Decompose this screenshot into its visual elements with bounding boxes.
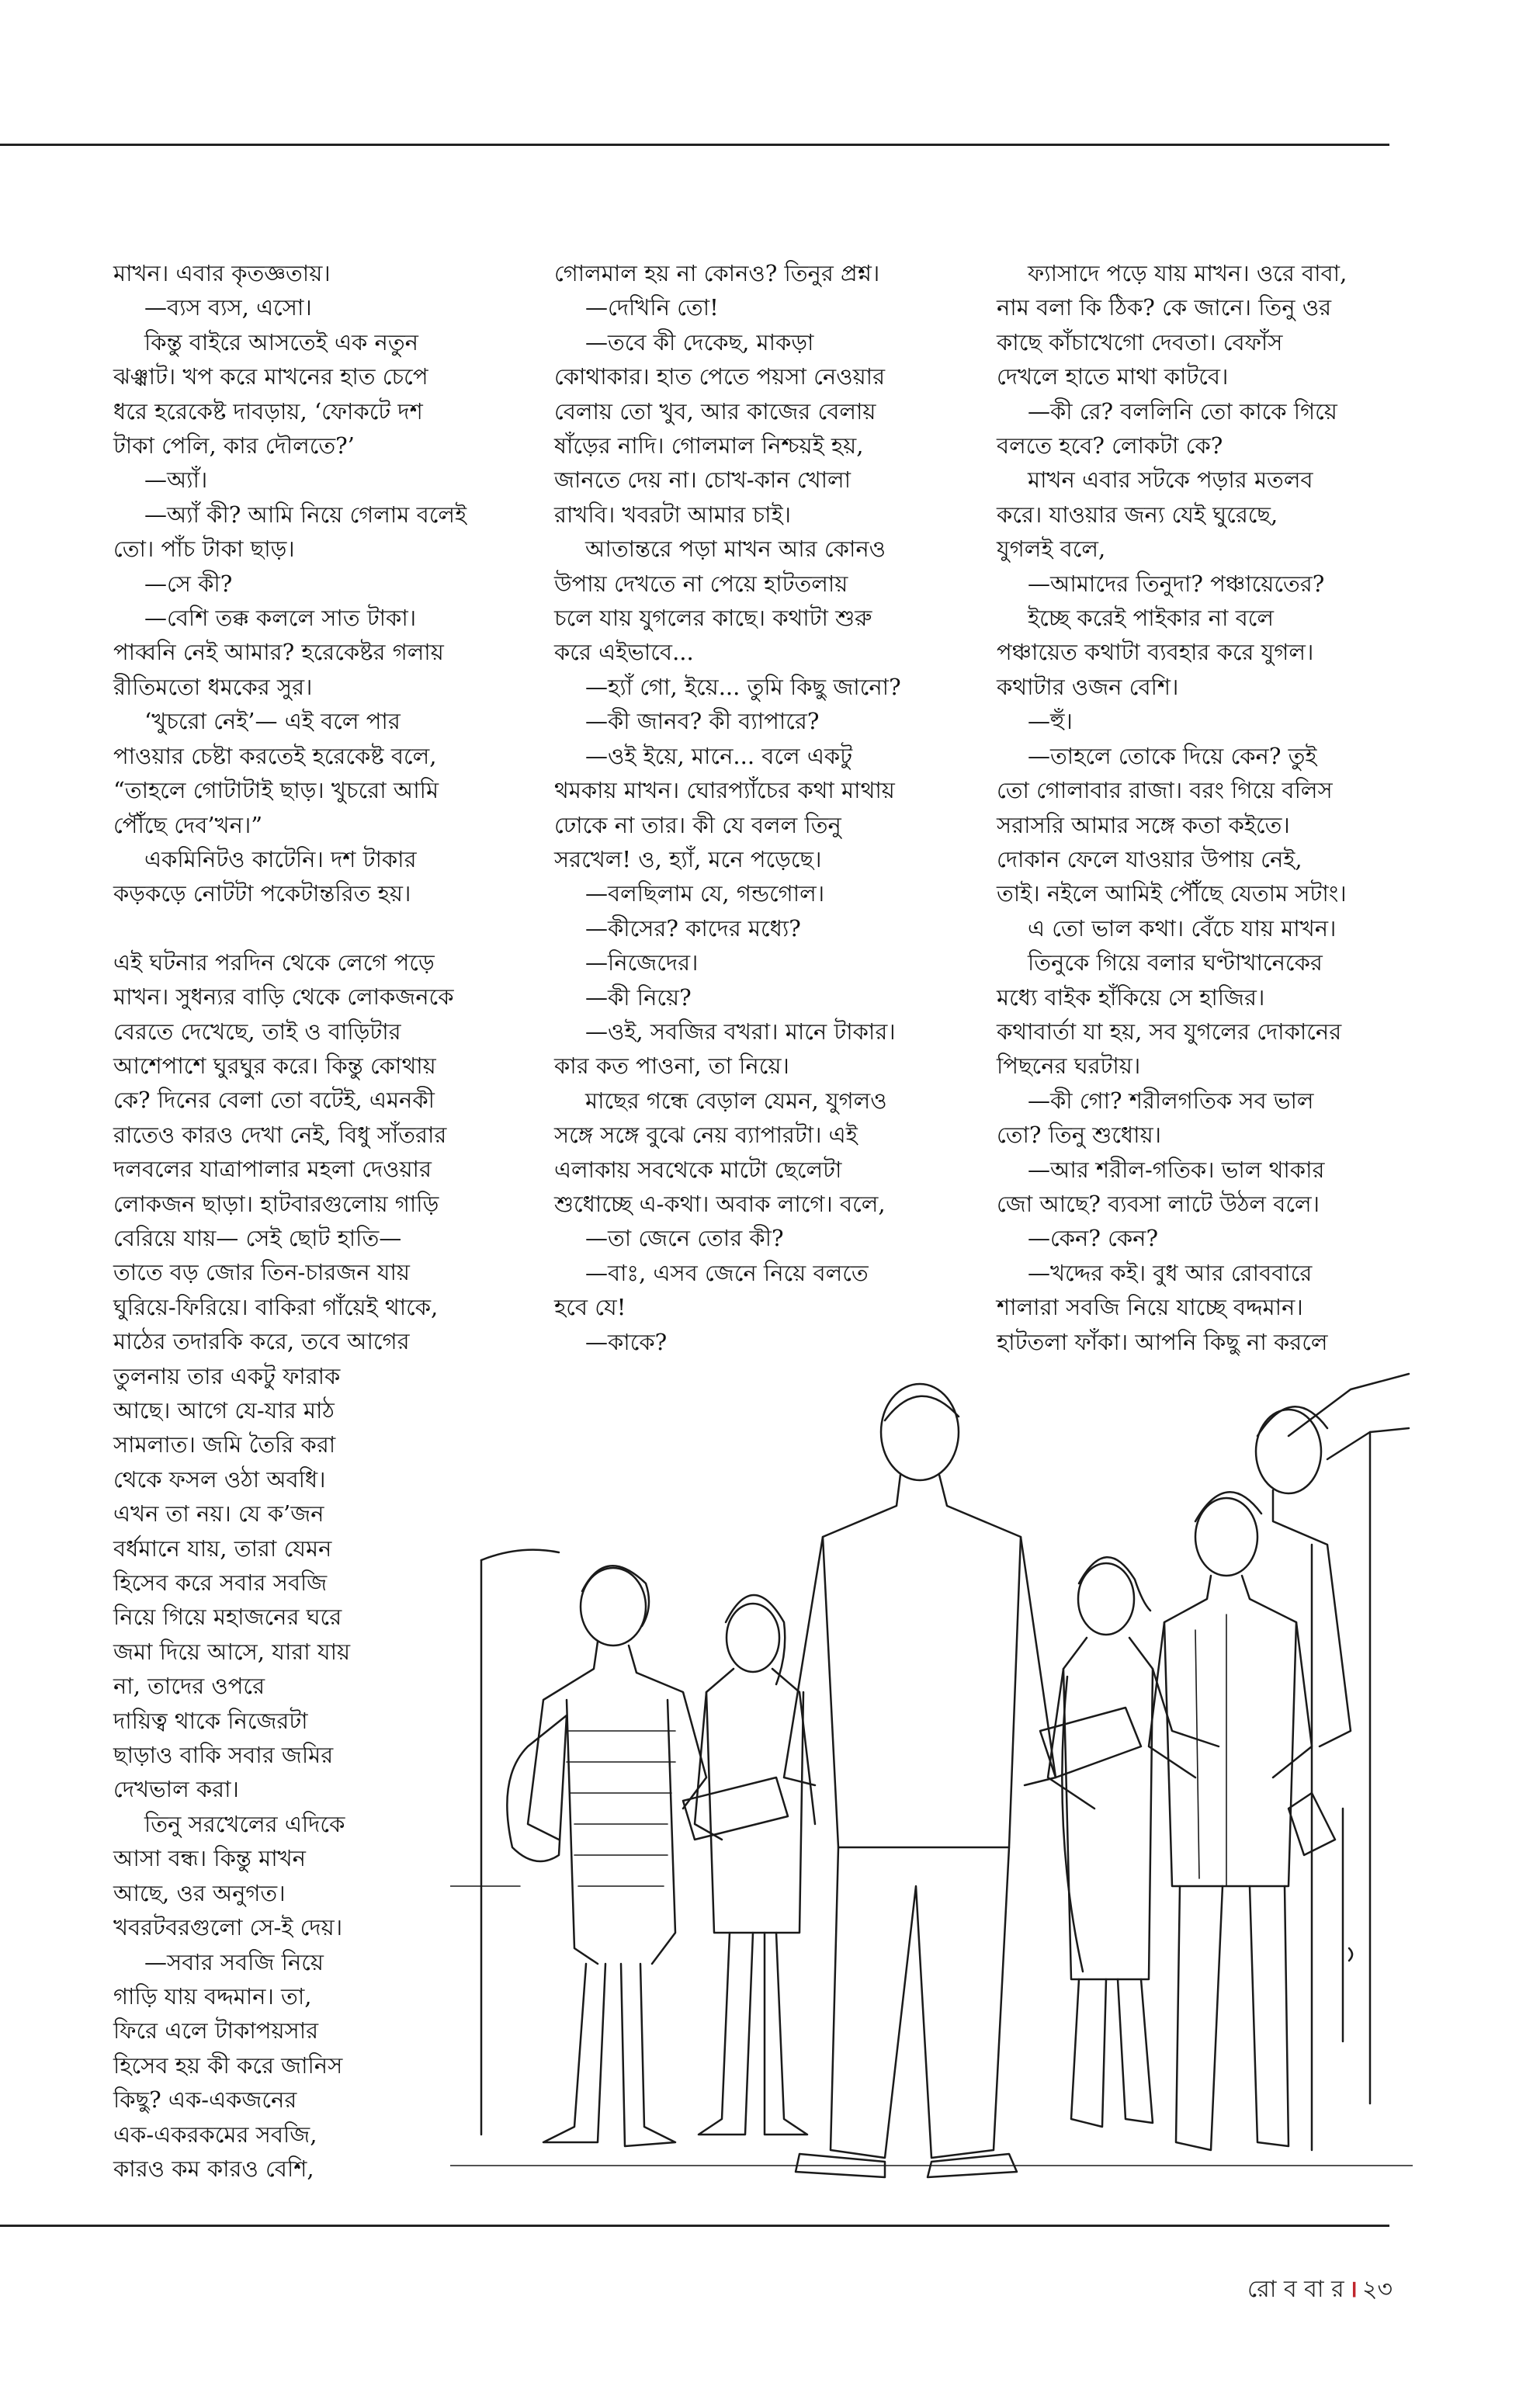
text-line: —দেখিনি তো! [585,294,719,321]
text-line: ঢোকে না তার। কী যে বলল তিনু [554,811,841,838]
text-line: পিছনের ঘরটায়। [997,1053,1141,1080]
text-line: —নিজেদের। [585,949,699,976]
text-line: শুধোচ্ছে এ-কথা। অবাক লাগে। বলে, [554,1190,886,1217]
text-line: শালারা সবজি নিয়ে যাচ্ছে বদ্দমান। [997,1294,1303,1321]
text-line: —আর শরীল-গতিক। ভাল থাকার [1028,1156,1325,1183]
text-line: টাকা পেলি, কার দৌলতে?’ [113,432,355,460]
top-rule [0,144,1389,146]
text-line: করে। যাওয়ার জন্য যেই ঘুরেছে, [997,501,1278,528]
text-line: দেখভাল করা। [113,1776,239,1803]
text-line: করে এইভাবে... [554,639,694,666]
text-line: কোথাকার। হাত পেতে পয়সা নেওয়ার [554,363,886,390]
text-line: —বাঃ, এসব জেনে নিয়ে বলতে [585,1259,869,1286]
text-line: —খদ্দের কই। বুধ আর রোববারে [1028,1259,1313,1286]
text-line: বলতে হবে? লোকটা কে? [997,432,1223,460]
text-line: —কেন? কেন? [1028,1225,1159,1252]
text-line: —হ্যাঁ গো, ইয়ে... তুমি কিছু জানো? [585,673,901,700]
text-line: তো গোলাবার রাজা। বরং গিয়ে বলিস [997,777,1333,804]
text-line: কিন্তু বাইরে আসতেই এক নতুন [144,328,418,355]
text-line: না, তাদের ওপরে [113,1673,265,1700]
text-line: মাঠের তদারকি করে, তবে আগের [113,1328,410,1355]
text-line: —তা জেনে তোর কী? [585,1225,784,1252]
text-line: ‘খুচরো নেই’— এই বলে পার [144,708,401,735]
text-line: বেরতে দেখেছে, তাই ও বাড়িটার [113,1018,401,1045]
text-line: কারও কম কারও বেশি, [113,2155,314,2182]
text-line: মাখন। সুধন্যর বাড়ি থেকে লোকজনকে [113,983,454,1011]
text-line: ফিরে এলে টাকাপয়সার [113,2017,319,2044]
text-line: —ব্যস ব্যস, এসো। [144,294,312,321]
text-line: তো? তিনু শুধোয়। [997,1122,1162,1149]
text-line: মাছের গন্ধে বেড়াল যেমন, যুগলও [585,1087,887,1114]
text-line: উপায় দেখতে না পেয়ে হাটতলায় [554,570,848,597]
text-line: গাড়ি যায় বদ্দমান। তা, [113,1982,312,2010]
bottom-rule [0,2225,1389,2227]
text-line: ফ্যাসাদে পড়ে যায় মাখন। ওরে বাবা, [1028,260,1348,286]
text-line: খবরটবরগুলো সে-ই দেয়। [113,1914,343,1941]
article-column-3 [997,256,1416,1359]
text-line: তুলনায় তার একটু ফারাক [113,1362,341,1389]
text-line: সরাসরি আমার সঙ্গে কতা কইতে। [997,811,1290,838]
text-line: বর্ধমানে যায়, তারা যেমন [113,1535,332,1562]
text-line: রীতিমতো ধমকের সুর। [113,673,313,700]
text-line: তো। পাঁচ টাকা ছাড়। [113,536,295,563]
text-line: পৌঁছে দেব’খন।” [113,811,263,838]
text-line [113,911,517,945]
text-line: —ওই ইয়ে, মানে... বলে একটু [585,742,853,769]
text-line: হাটতলা ফাঁকা। আপনি কিছু না করলে [997,1328,1328,1355]
text-line: —সে কী? [144,570,233,597]
text-line: এক-একরকমের সবজি, [113,2121,317,2148]
text-line: তিনুকে গিয়ে বলার ঘণ্টাখানেকের [1028,949,1323,976]
text-line: পঞ্চায়েত কথাটা ব্যবহার করে যুগল। [997,639,1314,666]
text-line: ধরে হরেকেষ্ট দাবড়ায়, ‘ফোকটে দশ [113,397,423,425]
text-line: —ওই, সবজির বখরা। মানে টাকার। [585,1018,896,1045]
figure-man-back [784,1384,1056,2177]
text-line: —আমাদের তিনুদা? পঞ্চায়েতের? [1028,570,1325,597]
text-line: আছে, ওর অনুগত। [113,1879,286,1906]
text-line: তাতে বড় জোর তিন-চারজন যায় [113,1259,411,1286]
text-line: সরখেল! ও, হ্যাঁ, মনে পড়েছে। [554,845,822,872]
text-line: ঝঞ্ঝাট। খপ করে মাখনের হাত চেপে [113,363,428,390]
text-line: কার কত পাওনা, তা নিয়ে। [554,1053,789,1080]
text-line: রাখবি। খবরটা আমার চাই। [554,501,792,528]
text-line: —কী নিয়ে? [585,983,692,1011]
text-line: সামলাত। জমি তৈরি করা [113,1431,336,1458]
text-line: দলবলের যাত্রাপালার মহলা দেওয়ার [113,1156,432,1183]
text-line: আতান্তরে পড়া মাখন আর কোনও [585,536,886,563]
text-line: কিছু? এক-একজনের [113,2086,297,2114]
text-line: আছে। আগে যে-যার মাঠ [113,1397,335,1424]
text-line: আসা বন্ধ। কিন্তু মাখন [113,1845,306,1872]
text-line: চলে যায় যুগলের কাছে। কথাটা শুরু [554,605,872,632]
text-line: এ তো ভাল কথা। বেঁচে যায় মাখন। [1028,914,1337,942]
text-line: —কাকে? [585,1328,668,1355]
text-line: —বেশি তক্ক কললে সাত টাকা। [144,605,417,632]
text-line: এই ঘটনার পরদিন থেকে লেগে পড়ে [113,949,435,976]
text-line: ঘুরিয়ে-ফিরিয়ে। বাকিরা গাঁয়েই থাকে, [113,1293,439,1320]
text-line: ইচ্ছে করেই পাইকার না বলে [1028,605,1274,632]
figure-girl-book [683,1595,815,2135]
text-line: ছাড়াও বাকি সবার জমির [113,1742,334,1769]
text-line: মাখন। এবার কৃতজ্ঞতায়। [113,260,331,286]
figure-man-book [1256,1406,1351,1855]
text-line: পাওয়ার চেষ্টা করতেই হরেকেষ্ট বলে, [113,742,437,769]
text-line: পাব্বনি নেই আমার? হরেকেষ্টর গলায় [113,639,444,666]
text-line: লোকজন ছাড়া। হাটবারগুলোয় গাড়ি [113,1190,439,1217]
text-line: দায়িত্ব থাকে নিজেরটা [113,1707,308,1734]
page-footer [1247,2270,1393,2310]
figure-woman-salwar [1040,1557,1219,2127]
illustration-icon [450,1343,1413,2216]
text-line: সঙ্গে সঙ্গে বুঝে নেয় ব্যাপারটা। এই [554,1122,858,1149]
text-line: —তাহলে তোকে দিয়ে কেন? তুই [1028,742,1317,769]
text-line: থেকে ফসল ওঠা অবধি। [113,1465,326,1493]
text-line: কথাটার ওজন বেশি। [997,673,1179,700]
article-column-2 [554,256,958,1359]
text-line: —বলছিলাম যে, গন্ডগোল। [585,880,825,907]
magazine-name: রো ব বা র [1247,2276,1344,2303]
text-line: —কী রে? বললিনি তো কাকে গিয়ে [1028,397,1337,425]
text-line: যুগলই বলে, [997,536,1106,563]
text-line: রাতেও কারও দেখা নেই, বিধু সাঁতরার [113,1121,447,1148]
text-line: থমকায় মাখন। ঘোরপ্যাঁচের কথা মাথায় [554,777,895,804]
text-line: মাখন এবার সটকে পড়ার মতলব [1028,466,1313,494]
text-line: —হুঁ। [1028,708,1073,735]
text-line: —অ্যাঁ। [144,466,208,494]
text-line: জো আছে? ব্যবসা লাটে উঠল বলে। [997,1190,1320,1217]
text-line: দেখলে হাতে মাথা কাটবে। [997,363,1229,390]
text-line: তিনু সরখেলের এদিকে [144,1810,345,1837]
text-line: কড়কড়ে নোটটা পকেটান্তরিত হয়। [113,880,411,907]
text-line: বেলায় তো খুব, আর কাজের বেলায় [554,397,876,425]
text-line: কথাবার্তা যা হয়, সব যুগলের দোকানের [997,1018,1342,1045]
text-line: ষাঁড়ের নাদি। গোলমাল নিশ্চয়ই হয়, [554,432,864,460]
text-line: এলাকায় সবথেকে মাটো ছেলেটা [554,1156,842,1183]
text-line: কে? দিনের বেলা তো বটেই, এমনকী [113,1087,435,1114]
text-line: মধ্যে বাইক হাঁকিয়ে সে হাজির। [997,983,1265,1011]
text-line: এখন তা নয়। যে ক’জন [113,1500,324,1528]
text-line: নিয়ে গিয়ে মহাজনের ঘরে [113,1604,342,1631]
text-line: নাম বলা কি ঠিক? কে জানে। তিনু ওর [997,294,1332,321]
text-line: —কীসের? কাদের মধ্যে? [585,914,801,942]
text-line: একমিনিটও কাটেনি। দশ টাকার [144,845,417,872]
text-line: —তবে কী দেকেছ, মাকড়া [585,328,814,355]
text-line: বেরিয়ে যায়— সেই ছোট হাতি— [113,1224,402,1251]
text-line: আশেপাশে ঘুরঘুর করে। কিন্তু কোথায় [113,1052,436,1079]
footer-separator: । [1348,2276,1358,2303]
text-line: হবে যে! [554,1294,626,1321]
text-line: তাই। নইলে আমিই পৌঁছে যেতাম সটাং। [997,880,1347,907]
text-line: জানতে দেয় না। চোখ-কান খোলা [554,466,852,494]
text-line: —সবার সবজি নিয়ে [144,1948,324,1975]
figure-man-gesturing [1149,1492,1312,2150]
text-line: কাছে কাঁচাখেগো দেবতা। বেফাঁস [997,328,1283,355]
text-line: —অ্যাঁ কী? আমি নিয়ে গেলাম বলেই [144,501,467,528]
text-line: জমা দিয়ে আসে, যারা যায় [113,1638,351,1665]
text-line: গোলমাল হয় না কোনও? তিনুর প্রশ্ন। [554,260,880,286]
page-number: ২৩ [1361,2276,1393,2303]
text-line: —কী গো? শরীলগতিক সব ভাল [1028,1087,1314,1114]
figure-girl-backpack [507,1566,706,2146]
text-line: —কী জানব? কী ব্যাপারে? [585,708,820,735]
text-line: “তাহলে গোটাটাই ছাড়। খুচরো আমি [113,777,439,804]
text-line: দোকান ফেলে যাওয়ার উপায় নেই, [997,845,1302,872]
text-line: হিসেব হয় কী করে জানিস [113,2051,343,2079]
text-line: হিসেব করে সবার সবজি [113,1569,328,1597]
